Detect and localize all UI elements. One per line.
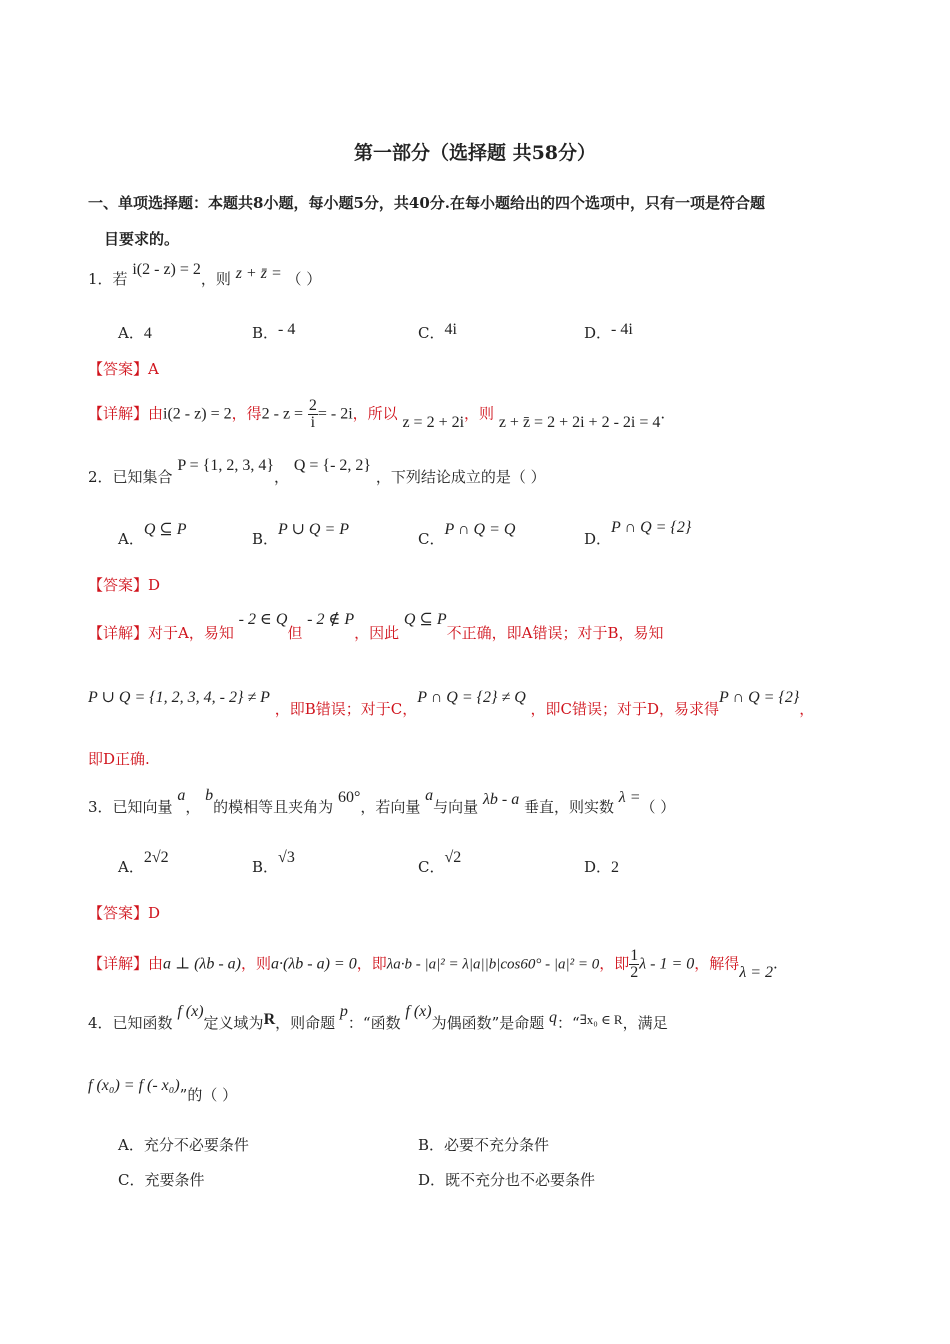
q4-function: f (x) xyxy=(177,1003,204,1020)
q4-stem-line1 xyxy=(88,1003,668,1033)
q4-prop-p: p xyxy=(339,1003,348,1020)
q3-detail-t2: ，则 xyxy=(241,954,272,973)
q4-tail: ，满足 xyxy=(622,1014,668,1032)
q2-option-a-key: A． xyxy=(118,530,144,548)
q1-stem xyxy=(88,261,322,289)
q4-mid4: 为偶函数”是命题 xyxy=(431,1014,545,1032)
q4-mid2: ，则命题 xyxy=(275,1014,336,1032)
q1-option-d-key: D． xyxy=(584,324,612,342)
q3-paren: （ ） xyxy=(640,798,676,816)
q1-option-c[interactable] xyxy=(418,322,457,343)
q1-option-c-value: 4i xyxy=(444,321,457,338)
q2-option-c-key: C． xyxy=(418,530,445,548)
q3-detail-m5: λ = 2 xyxy=(739,963,774,981)
q2-option-d-key: D． xyxy=(584,530,612,548)
q2-option-b-key: B． xyxy=(252,530,279,548)
q4-number: 4． xyxy=(88,1014,113,1032)
detail-label: 【详解】 xyxy=(88,954,149,973)
q3-detail-t1: 由 xyxy=(148,954,164,973)
q2-set-q: Q = {- 2, 2} xyxy=(293,457,372,474)
answer-label: 【答案】 xyxy=(88,360,149,378)
detail-label: 【详解】 xyxy=(88,404,149,423)
q3-angle: 60° xyxy=(337,789,361,806)
page-title: 第一部分（选择题 共58分） xyxy=(353,142,597,164)
q3-option-b-key: B． xyxy=(252,858,279,876)
q2-option-c-value: P ∩ Q = Q xyxy=(444,521,516,538)
q4-option-d[interactable] xyxy=(418,1169,595,1190)
q3-option-b-value: √3 xyxy=(278,849,295,866)
q3-option-c-key: C． xyxy=(418,858,445,876)
q3-stem xyxy=(88,787,676,817)
q3-vector-a-2: a xyxy=(425,787,434,804)
q2-set-p: P = {1, 2, 3, 4} xyxy=(177,457,275,474)
q3-frac-den: 2 xyxy=(630,964,639,981)
q1-detail-t4: ，则 xyxy=(464,404,495,423)
q4-domain-r: R xyxy=(263,1011,276,1028)
q3-vector-expr: λb - a xyxy=(482,791,520,808)
q4-line2-tail: ”的（ ） xyxy=(179,1086,238,1104)
q1-detail-t3: ，所以 xyxy=(352,404,398,423)
q4-mid1: 定义域为 xyxy=(203,1014,264,1032)
q1-frac-num: 2 xyxy=(308,397,317,414)
q1-detail-t1: 由 xyxy=(148,404,164,423)
q1-answer-value: A xyxy=(148,360,159,378)
q2-option-d-value: P ∩ Q = {2} xyxy=(611,519,692,536)
q1-detail-fraction xyxy=(308,398,318,431)
q1-given: i(2 - z) = 2 xyxy=(132,261,201,278)
q4-option-a-key: A． xyxy=(118,1136,144,1154)
q3-tail: 垂直，则实数 xyxy=(523,798,614,816)
q3-detail-m2: a·(λb - a) = 0 xyxy=(271,955,357,973)
q3-comma: ， xyxy=(185,798,201,816)
q3-option-a-key: A． xyxy=(118,858,144,876)
q4-stem-line2 xyxy=(88,1074,238,1104)
q3-option-d-value: 2 xyxy=(611,859,620,876)
q2-option-b[interactable] xyxy=(252,521,350,549)
q4-option-d-key: D． xyxy=(418,1171,446,1189)
q1-detail xyxy=(88,398,665,431)
q1-detail-m1: i(2 - z) = 2 xyxy=(163,405,232,423)
q3-option-b[interactable] xyxy=(252,849,295,877)
q3-vector-b: b xyxy=(205,787,214,804)
q2-stem xyxy=(88,457,546,487)
answer-label: 【答案】 xyxy=(88,904,149,922)
q1-mid: ，则 xyxy=(200,270,231,288)
q1-detail-end: . xyxy=(660,404,666,423)
q4-prop-q: q xyxy=(549,1009,558,1026)
q3-option-c-value: √2 xyxy=(444,849,462,866)
q3-vector-a: a xyxy=(177,787,186,804)
q3-option-d[interactable] xyxy=(584,856,619,877)
q1-option-a-key: A． xyxy=(118,324,144,342)
q3-detail-t5: ，解得 xyxy=(694,954,740,973)
q2-detail-t2: 但 xyxy=(287,624,303,642)
q4-function-2: f (x) xyxy=(405,1003,432,1020)
q2-option-c[interactable] xyxy=(418,521,516,549)
q2-detail-t3: ，因此 xyxy=(354,624,400,642)
q3-detail xyxy=(88,948,778,981)
q4-option-c-value: 充要条件 xyxy=(144,1171,205,1189)
q4-exists: ∃x₀ ∈ R xyxy=(579,1012,623,1027)
q2-detail-m2: - 2 ∉ P xyxy=(307,611,355,628)
q2-detail-t4: 不正确，即A错误；对于B，易知 xyxy=(446,624,664,642)
q3-option-a-value: 2√2 xyxy=(143,849,169,866)
q3-mid2: ，若向量 xyxy=(360,798,421,816)
q1-pre: 若 xyxy=(112,270,128,288)
q3-frac-num: 1 xyxy=(630,947,639,964)
q1-expr: z + z̄ = xyxy=(235,265,282,282)
q3-pre: 已知向量 xyxy=(112,798,173,816)
q2-detail-t5: ，即B错误；对于C， xyxy=(274,700,418,718)
q2-option-b-value: P ∪ Q = P xyxy=(278,521,350,538)
q2-detail-line1 xyxy=(88,611,664,643)
answer-label: 【答案】 xyxy=(88,576,149,594)
q3-detail-t4: ，即 xyxy=(599,954,630,973)
q3-detail-m1: a ⊥ (λb - a) xyxy=(163,955,241,973)
q3-option-a[interactable] xyxy=(118,849,169,877)
q3-detail-t3: ，即 xyxy=(356,954,387,973)
q4-option-a[interactable] xyxy=(118,1134,249,1155)
q2-detail-line2 xyxy=(88,686,815,718)
q4-option-a-value: 充分不必要条件 xyxy=(143,1136,249,1154)
q3-detail-m4: λ - 1 = 0 xyxy=(639,955,695,973)
q2-answer-value: D xyxy=(148,576,161,594)
q3-mid3: 与向量 xyxy=(433,798,479,816)
q1-option-a[interactable] xyxy=(118,322,152,343)
q1-detail-m4: z = 2 + 2i xyxy=(402,413,465,431)
q3-option-c[interactable] xyxy=(418,849,462,877)
q2-detail-m1: - 2 ∈ Q xyxy=(238,611,288,628)
detail-label: 【详解】 xyxy=(88,624,149,642)
q4-colon: ：“ xyxy=(557,1014,580,1032)
section-heading-line2: 目要求的。 xyxy=(104,230,180,248)
q4-option-b-key: B． xyxy=(418,1136,445,1154)
q1-option-d[interactable] xyxy=(584,322,633,343)
q3-detail-end: . xyxy=(773,954,778,973)
q2-detail-m6: P ∩ Q = {2} xyxy=(719,689,800,706)
q2-detail-m5: P ∩ Q = {2} ≠ Q xyxy=(417,689,526,706)
q4-option-c-key: C． xyxy=(118,1171,145,1189)
q4-option-c[interactable] xyxy=(118,1169,205,1190)
q2-detail-t6: ，即C错误；对于D，易求得 xyxy=(530,700,720,718)
q1-option-a-value: 4 xyxy=(143,325,152,342)
q1-detail-t2: ，得 xyxy=(231,404,262,423)
q2-detail-line3: 即D正确. xyxy=(88,750,150,768)
q1-detail-m3: = - 2i xyxy=(317,405,353,423)
q2-detail-m4: P ∪ Q = {1, 2, 3, 4, - 2} ≠ P xyxy=(88,689,270,706)
q4-mid3: ：“函数 xyxy=(347,1014,401,1032)
q2-option-a[interactable] xyxy=(118,521,187,549)
q4-option-d-value: 既不充分也不必要条件 xyxy=(445,1171,596,1189)
q3-number: 3． xyxy=(88,798,113,816)
q2-detail-t7: ， xyxy=(799,700,815,718)
q1-answer xyxy=(88,358,159,379)
q1-option-d-value: - 4i xyxy=(611,321,633,338)
q1-number: 1． xyxy=(88,270,113,288)
q1-option-c-key: C． xyxy=(418,324,445,342)
q2-option-d[interactable] xyxy=(584,519,692,549)
q1-option-b[interactable] xyxy=(252,322,295,343)
q2-option-a-value: Q ⊆ P xyxy=(143,521,187,538)
q4-condition: f (x₀) = f (- x₀) xyxy=(88,1077,180,1094)
q3-mid1: 的模相等且夹角为 xyxy=(213,798,334,816)
q1-tail: （ ） xyxy=(286,270,322,288)
q2-tail: ，下列结论成立的是（ ） xyxy=(375,468,546,486)
q3-detail-m3: λa·b - |a|² = λ|a||b|cos60° - |a|² = 0 xyxy=(386,956,600,973)
q4-option-b[interactable] xyxy=(418,1134,549,1155)
q1-frac-den: i xyxy=(310,414,316,431)
q4-option-b-value: 必要不充分条件 xyxy=(444,1136,550,1154)
q2-comma: ， xyxy=(274,468,290,486)
q1-option-b-key: B． xyxy=(252,324,279,342)
q1-detail-m2: 2 - z = xyxy=(261,405,304,423)
q3-option-d-key: D． xyxy=(584,858,612,876)
q3-answer xyxy=(88,902,160,923)
section-heading-line1: 一、单项选择题：本题共8小题，每小题5分，共40分.在每小题给出的四个选项中，只有一项是符合题 xyxy=(88,194,765,212)
q4-pre: 已知函数 xyxy=(112,1014,173,1032)
q3-detail-fraction xyxy=(629,948,639,981)
q2-detail-t1: 对于A，易知 xyxy=(148,624,234,642)
q2-pre: 已知集合 xyxy=(112,468,173,486)
q1-detail-m5: z + z̄ = 2 + 2i + 2 - 2i = 4 xyxy=(498,413,661,431)
q2-answer xyxy=(88,574,160,595)
q2-detail-m3: Q ⊆ P xyxy=(403,611,447,628)
q3-answer-value: D xyxy=(148,904,161,922)
q3-lambda: λ = xyxy=(618,789,641,806)
q2-number: 2． xyxy=(88,468,113,486)
q1-option-b-value: - 4 xyxy=(278,321,296,338)
